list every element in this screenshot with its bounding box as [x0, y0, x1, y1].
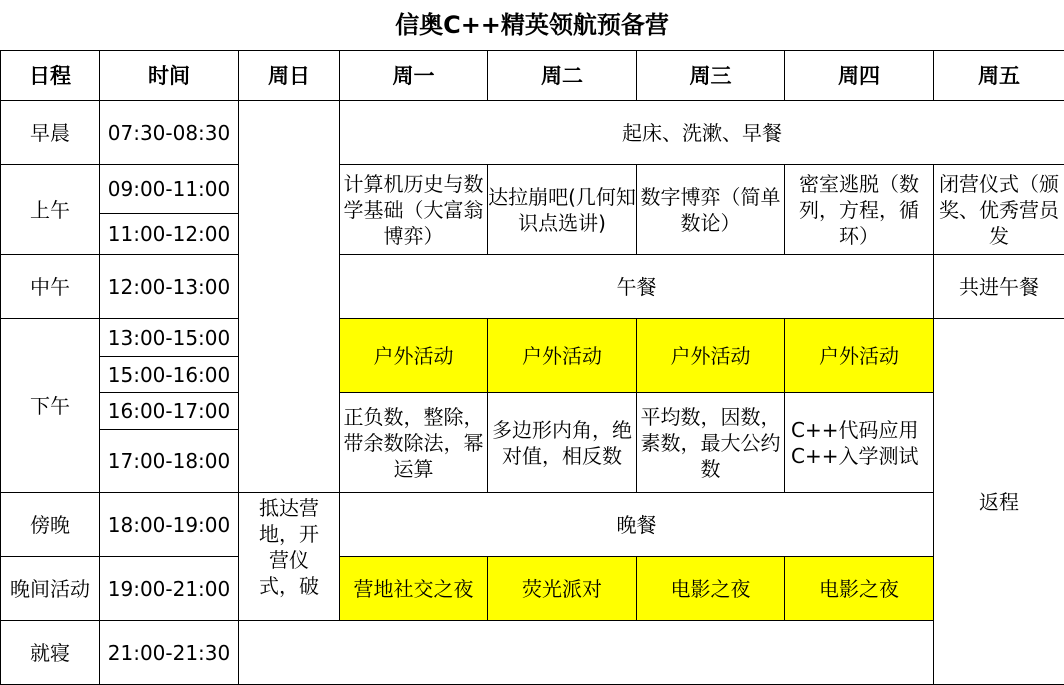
friday-morning-cell: 闭营仪式（颁奖、优秀营员发	[934, 165, 1064, 255]
period-label: 傍晚	[1, 493, 100, 557]
period-label: 下午	[1, 319, 100, 493]
lunch-cell: 午餐	[340, 255, 934, 319]
table-row	[1, 557, 1064, 621]
schedule-table	[0, 50, 1064, 685]
header-sunday: 周日	[239, 51, 340, 101]
header-time: 时间	[100, 51, 239, 101]
thursday-morning-cell: 密室逃脱（数列，方程，循环）	[785, 165, 934, 255]
time-cell: 11:00-12:00	[100, 214, 239, 255]
wednesday-outdoor-cell: 户外活动	[637, 319, 785, 393]
header-row	[1, 51, 1064, 101]
header-wednesday: 周三	[637, 51, 785, 101]
dinner-cell: 晚餐	[340, 493, 934, 557]
table-row	[1, 493, 1064, 557]
time-cell: 07:30-08:30	[100, 101, 239, 165]
header-friday: 周五	[934, 51, 1064, 101]
sunday-arrival-cell: 抵达营地，开营仪式，破	[239, 493, 340, 621]
sleep-empty-cell	[239, 621, 1064, 685]
time-cell: 09:00-11:00	[100, 165, 239, 214]
wakeup-cell: 起床、洗漱、早餐	[340, 101, 1064, 165]
table-row	[1, 319, 1064, 357]
tuesday-morning-cell: 达拉崩吧(几何知识点选讲)	[488, 165, 637, 255]
monday-afternoon-cell: 正负数，整除，带余数除法，幂运算	[340, 393, 488, 493]
time-cell: 16:00-17:00	[100, 393, 239, 430]
thursday-outdoor-cell: 户外活动	[785, 319, 934, 393]
thursday-afternoon-cell	[785, 393, 934, 493]
tuesday-afternoon-cell: 多边形内角，绝对值，相反数	[488, 393, 637, 493]
period-label: 早晨	[1, 101, 100, 165]
time-cell: 15:00-16:00	[100, 357, 239, 393]
header-thursday: 周四	[785, 51, 934, 101]
wednesday-morning-cell: 数字博弈（简单数论）	[637, 165, 785, 255]
time-cell: 18:00-19:00	[100, 493, 239, 557]
sunday-empty-cell	[239, 101, 340, 493]
time-cell: 19:00-21:00	[100, 557, 239, 621]
monday-outdoor-cell: 户外活动	[340, 319, 488, 393]
table-row	[1, 165, 1064, 214]
time-cell: 13:00-15:00	[100, 319, 239, 357]
period-label: 就寝	[1, 621, 100, 685]
thursday-code-line: C++代码应用	[791, 417, 929, 443]
header-monday: 周一	[340, 51, 488, 101]
table-row	[1, 255, 1064, 319]
period-label: 晚间活动	[1, 557, 100, 621]
tuesday-outdoor-cell: 户外活动	[488, 319, 637, 393]
thursday-test-line: C++入学测试	[791, 443, 929, 469]
period-label: 上午	[1, 165, 100, 255]
monday-night-cell: 营地社交之夜	[340, 557, 488, 621]
table-row	[1, 621, 1064, 685]
table-row	[1, 101, 1064, 165]
wednesday-afternoon-cell: 平均数，因数，素数，最大公约数	[637, 393, 785, 493]
header-tuesday: 周二	[488, 51, 637, 101]
header-day: 日程	[1, 51, 100, 101]
wednesday-night-cell: 电影之夜	[637, 557, 785, 621]
thursday-night-cell: 电影之夜	[785, 557, 934, 621]
schedule-title: 信奥C++精英领航预备营	[0, 0, 1064, 50]
period-label: 中午	[1, 255, 100, 319]
tuesday-night-cell: 荧光派对	[488, 557, 637, 621]
friday-return-cell: 返程	[934, 319, 1064, 685]
time-cell: 12:00-13:00	[100, 255, 239, 319]
time-cell: 21:00-21:30	[100, 621, 239, 685]
monday-morning-cell: 计算机历史与数学基础（大富翁博弈）	[340, 165, 488, 255]
time-cell: 17:00-18:00	[100, 430, 239, 493]
table-row	[1, 393, 1064, 430]
friday-lunch-cell: 共进午餐	[934, 255, 1064, 319]
